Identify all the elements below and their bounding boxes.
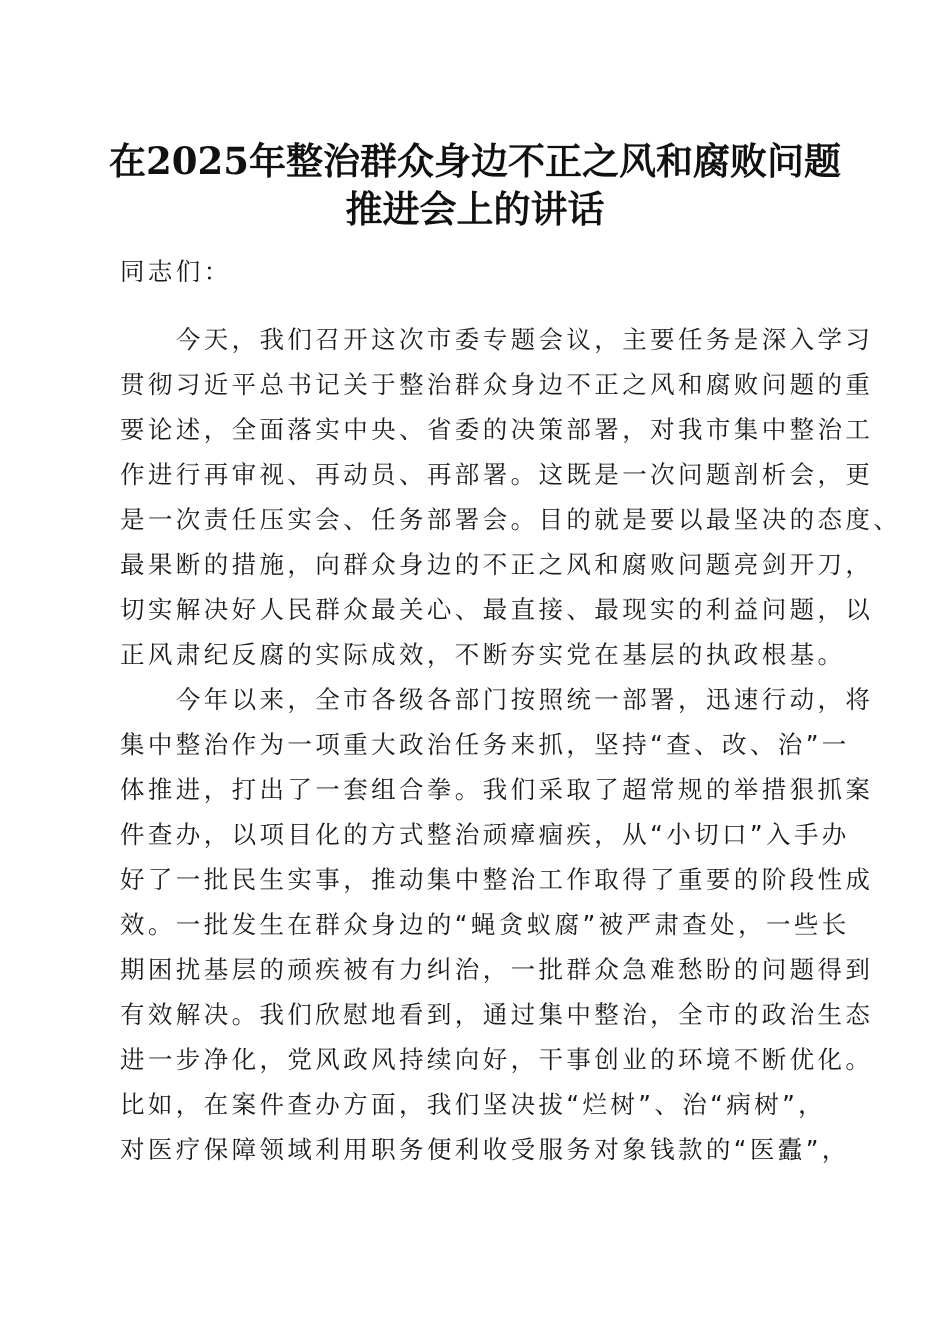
salutation: 同志们： (120, 257, 232, 286)
body-line: 要论述，全面落实中央、省委的决策部署，对我市集中整治工 (120, 415, 874, 444)
body-line: 最果断的措施，向群众身边的不正之风和腐败问题亮剑开刀， (120, 550, 874, 579)
document-title-line-1: 在2025年整治群众身边不正之风和腐败问题 (109, 139, 841, 183)
body-line: 有效解决。我们欣慰地看到，通过集中整治，全市的政治生态 (120, 1000, 874, 1029)
body-line: 正风肃纪反腐的实际成效，不断夯实党在基层的执政根基。 (120, 640, 846, 669)
body-line: 是一次责任压实会、任务部署会。目的就是要以最坚决的态度、 (120, 505, 902, 534)
body-line: 效。一批发生在群众身边的“蝇贪蚁腐”被严肃查处，一些长 (120, 910, 850, 939)
body-line: 期困扰基层的顽疾被有力纠治，一批群众急难愁盼的问题得到 (120, 955, 874, 984)
body-line: 今天，我们召开这次市委专题会议，主要任务是深入学习 (120, 325, 874, 354)
body-line: 集中整治作为一项重大政治任务来抓，坚持“查、改、治”一 (120, 730, 850, 759)
body-line: 作进行再审视、再动员、再部署。这既是一次问题剖析会，更 (120, 460, 874, 489)
body-line: 体推进，打出了一套组合拳。我们采取了超常规的举措狠抓案 (120, 775, 874, 804)
body-line: 对医疗保障领域利用职务便利收受服务对象钱款的“医蠹”， (120, 1135, 850, 1164)
body-line: 件查办，以项目化的方式整治顽瘴痼疾，从“小切口”入手办 (120, 820, 850, 849)
body-line: 比如，在案件查办方面，我们坚决拔“烂树”、治“病树”， (120, 1090, 827, 1119)
body-line: 好了一批民生实事，推动集中整治工作取得了重要的阶段性成 (120, 865, 874, 894)
body-line: 今年以来，全市各级各部门按照统一部署，迅速行动，将 (120, 685, 874, 714)
document-title-line-2: 推进会上的讲话 (345, 187, 605, 231)
body-line: 贯彻习近平总书记关于整治群众身边不正之风和腐败问题的重 (120, 370, 874, 399)
body-line: 切实解决好人民群众最关心、最直接、最现实的利益问题，以 (120, 595, 874, 624)
body-line: 进一步净化，党风政风持续向好，干事创业的环境不断优化。 (120, 1045, 874, 1074)
